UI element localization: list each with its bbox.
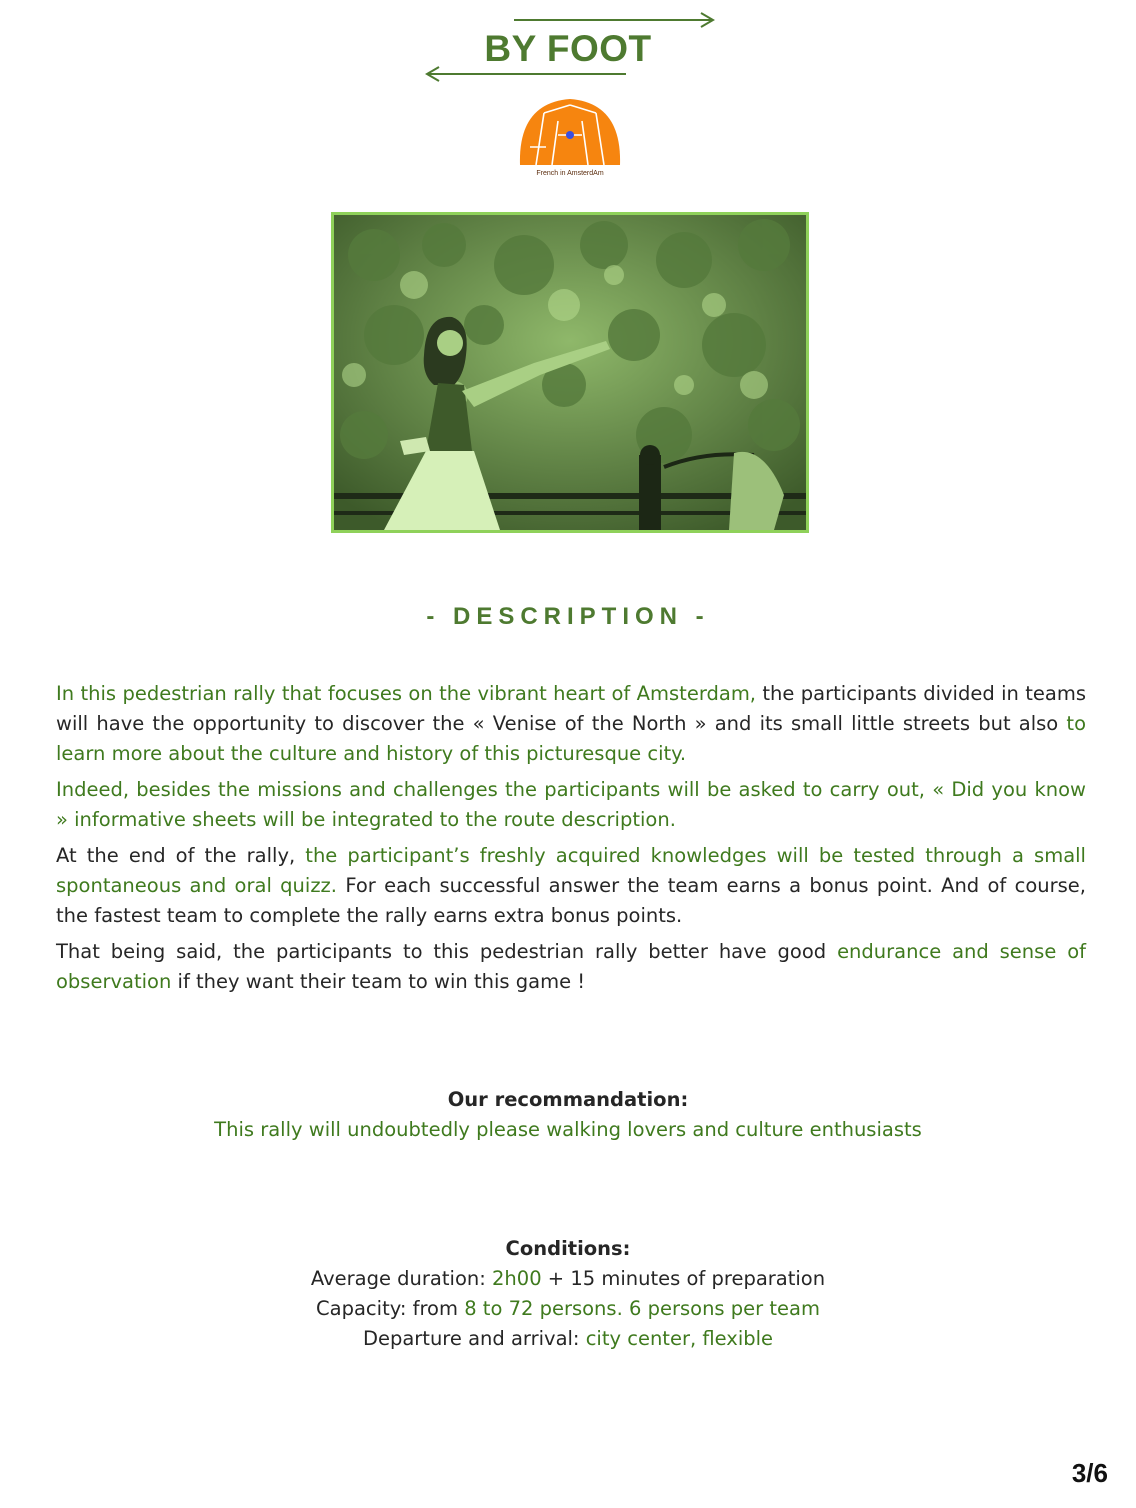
logo: [516, 95, 624, 180]
recommendation-text: This rally will undoubtedly please walking lovers and culture enthusiasts: [214, 1118, 922, 1141]
recommendation-heading: Our recommandation:: [447, 1088, 689, 1111]
text-span: That being said, the participants to this pedestrian rally better have good: [56, 940, 838, 963]
page-title: BY FOOT: [484, 28, 652, 69]
text-span: Indeed, besides the missions and challenges the participants will be asked to carry out, « Did you know » informative sheets will be integrated to the route description.: [56, 778, 1086, 831]
text-span: For each successful answer the team earns a bonus point. And of course, the fastest team to complete the rally earns extra bonus points.: [56, 874, 1086, 927]
text-span: endurance and sense of observation: [56, 940, 1086, 993]
departure-line: [0, 1324, 1136, 1354]
paragraph-1: [56, 679, 1086, 769]
text-span: In this pedestrian rally that focuses on the vibrant heart of Amsterdam,: [56, 682, 757, 705]
text-span: to learn more about the culture and history of this picturesque city.: [56, 712, 1086, 765]
logo-text: French in AmsterdAm: [536, 170, 604, 177]
woman-pointing-photo: [331, 212, 809, 533]
paragraph-3: [56, 841, 1086, 931]
text-span: At the end of the rally,: [56, 844, 306, 867]
paragraph-4: [56, 937, 1086, 997]
duration-value: 2h00: [492, 1267, 542, 1290]
arrow-right-icon: [512, 10, 722, 30]
departure-value: city center, flexible: [585, 1327, 774, 1350]
capacity-value: 8 to 72 persons. 6 persons per team: [464, 1297, 820, 1320]
description-heading: - DESCRIPTION -: [426, 603, 710, 630]
page-number: 3/6: [1071, 1458, 1108, 1488]
conditions-section: [0, 1234, 1136, 1354]
recommendation-section: [0, 1085, 1136, 1145]
paragraph-2: [56, 775, 1086, 835]
duration-label: Average duration:: [310, 1267, 493, 1290]
logo-icon: [516, 95, 624, 167]
text-span: the participant’s freshly acquired knowledges will be tested through a small spontaneous and oral quizz.: [56, 844, 1086, 897]
conditions-heading: Conditions:: [505, 1237, 631, 1260]
capacity-label: Capacity: from: [316, 1297, 465, 1320]
text-span: if they want their team to win this game !: [171, 970, 586, 993]
departure-label: Departure and arrival:: [362, 1327, 586, 1350]
capacity-line: [0, 1294, 1136, 1324]
duration-line: [0, 1264, 1136, 1294]
description-body: [56, 679, 1086, 1003]
duration-rest: + 15 minutes of preparation: [541, 1267, 826, 1290]
arrow-left-icon: [420, 64, 630, 84]
text-span: the participants divided in teams will have the opportunity to discover the « Venise of the North » and its small little streets but also: [56, 682, 1086, 735]
